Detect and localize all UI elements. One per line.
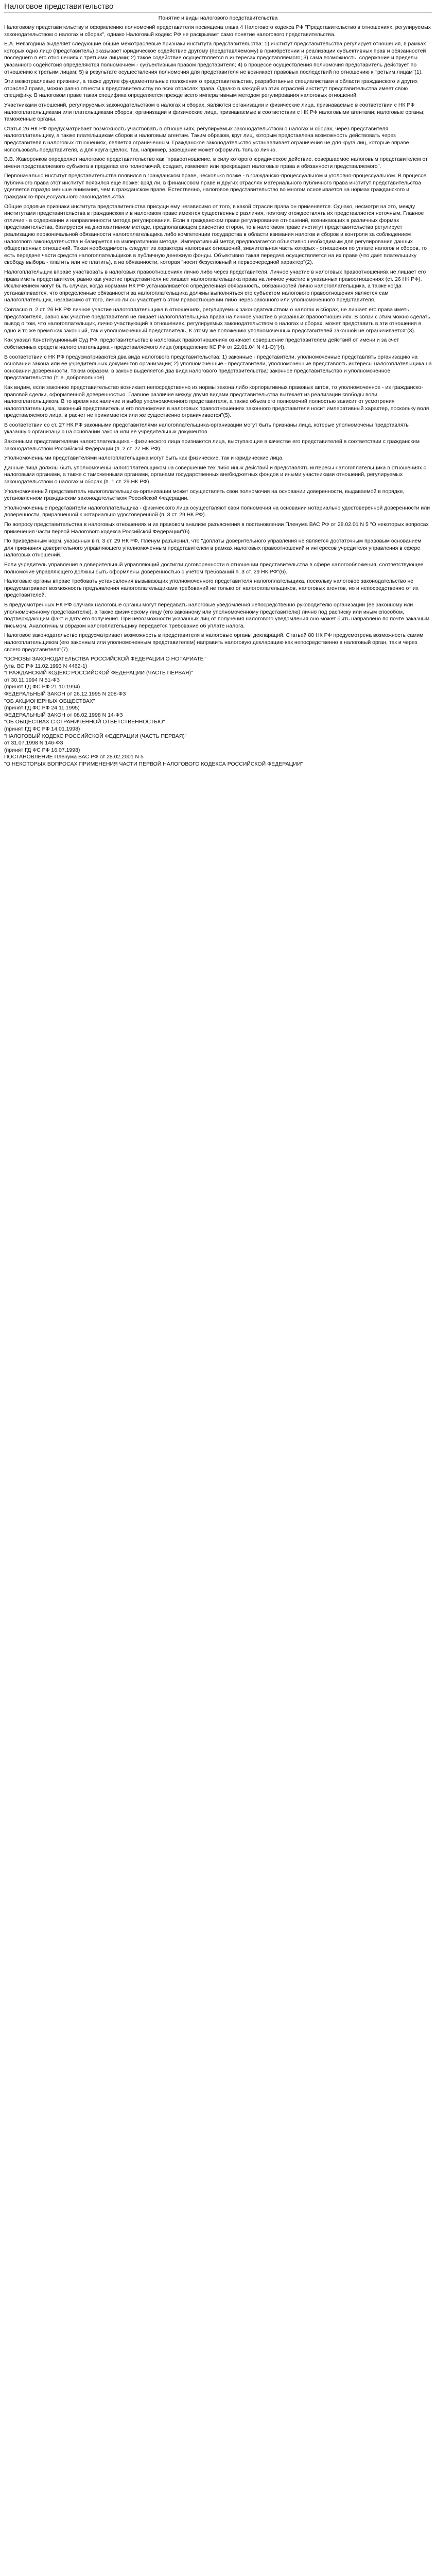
paragraph: Уполномоченными представителями налогоплательщика могут быть как физические, так и юридические лица. bbox=[4, 455, 284, 462]
paragraph: По приведенным норм, указанных в п. 3 ст. 29 НК РФ, Пленум разъяснил, что "доплаты доверительного управления не является достаточным правовым основанием для признания доверительного управляющего уполномоченным представителем в рамках налоговых правоотношений и интересов учредителя управления в сфере налоговых отношений. bbox=[4, 538, 422, 558]
paragraph: Законными представителями налогоплательщика - физического лица признаются лица, выступающие в качестве его представителей в соответствии с гражданским законодательством Российской Федерации (п. 2 ст. 27 НК РФ). bbox=[4, 438, 420, 452]
paragraph: Уполномоченный представитель налогоплательщика-организации может осуществлять свои полномочия на основании доверенности, выдаваемой в порядке, установленном гражданским законодательством Российской Федерации. bbox=[4, 488, 405, 502]
paragraph: Налогоплательщик вправе участвовать в налоговых правоотношениях лично либо через представителя. Личное участие в налоговых правоотношениях не лишает его права иметь представителя, равно как участие представителя не лишает налогоплательщика права на личное участие в указанных правоотношениях (ст. 26 НК РФ). Исключением могут быть случаи, когда нормами НК РФ устанавливается определенная обязанность, обязанностей лично налогоплательщика, а также когда устанавливается, что определенные обязанности за налогоплательщика должны выполняться его субъектом налогового правоотношения является сам налогоплательщик, независимо от того, лично ли он участвует в этом правоотношении либо через законного или уполномоченного представителя. bbox=[4, 269, 426, 303]
reference-line: (утв. ВС РФ 11.02.1993 N 4462-1) bbox=[4, 663, 88, 669]
paragraph: Налоговое законодательство предусматривает возможность в представителя в налоговые органы деклараций. Статьей 80 НК РФ предусмотрена возможность самим налогоплательщиком (его законным или уполномоченным представителем) направить налоговую декларацию как непосредственно в налоговый орган, так и через своего представителя"(7). bbox=[4, 632, 424, 653]
reference-line: (принят ГД ФС РФ 21.10.1994) bbox=[4, 684, 80, 690]
article bbox=[0, 0, 436, 773]
paragraph: Если учредитель управления в доверительный управляющий достигли договоренности в отношении представительства в сфере налогообложения, соответствующее полномочие управляющего должны быть оформлены доверенностью с учетом требований п. 3 ст. 29 НК РФ"(6). bbox=[4, 561, 424, 575]
reference-line: "ОБ АКЦИОНЕРНЫХ ОБЩЕСТВАХ" bbox=[4, 698, 95, 704]
paragraph: Как указал Конституционный Суд РФ, представительство в налоговых правоотношениях означает совершение представителем действий от имени и за счет собственных средств налогоплательщика - представляемого лица (определение КС РФ от 22.01.04 N 41-О)"(4). bbox=[4, 337, 399, 350]
paragraph: По вопросу представительства в налоговых отношениях и их правовом анализе разъяснения в постановлении Пленума ВАС РФ от 28.02.01 N 5 "О некоторых вопросах применения части первой Налогового кодекса Российской Федерации"(6). bbox=[4, 521, 429, 535]
reference-line: ФЕДЕРАЛЬНЫЙ ЗАКОН от 08.02.1998 N 14-ФЗ bbox=[4, 711, 123, 718]
reference-line: "НАЛОГОВЫЙ КОДЕКС РОССИЙСКОЙ ФЕДЕРАЦИИ (ЧАСТЬ ПЕРВАЯ)" bbox=[4, 733, 187, 739]
reference-line: ПОСТАНОВЛЕНИЕ Пленума ВАС РФ от 28.02.2001 N 5 bbox=[4, 754, 144, 760]
reference-line: от 30.11.1994 N 51-ФЗ bbox=[4, 676, 60, 683]
paragraph: Участниками отношений, регулируемых законодательством о налогах и сборах, являются организации и физические лица, признаваемые в соответствии с НК РФ налогоплательщиками или плательщиками сборов; организации и физические лица, признаваемые в соответствии с НК РФ налоговыми агентами; налоговые органы; таможенные органы. bbox=[4, 101, 425, 123]
paragraph: Общие родовые признаки института представительства присущи ему независимо от того, в какой отрасли права он применяется. Однако, несмотря на это, между институтами представительства в гражданском и в налоговом праве имеются существенные различия, поэтому отождествлять их представляется неточным. Главное отличие - в содержании и направленности метода регулирования. Если в гражданском праве регулирование отношений, возникающих в различных формах представительства, базируется на диспозитивном методе, предполагающем равенство сторон, то в налоговом праве институт представительства регулирует реализацию первоначальной обязанности налогоплательщика либо компетенции государства в области взимания налогов и сборов и контроля за соблюдением налогового законодательства и базируется на императивном методе. Императивный метод предполагается объективно необходимым для регулирования данных общественных отношений. Такая необходимость следует из характера налоговых отношений, значительная часть которых - отношения по уплате налогов и сборов, то есть передаче части средств налогоплательщиков в публичную денежную фонды. Объективно такая передача осуществляется на их праве (что дает плательщику свободу выбора - платить или не платить), а на обязанности, которая "носит безусловный и первоочередной характер"(2). bbox=[4, 203, 427, 266]
paragraph: Данные лица должны быть уполномочены налогоплательщиком на совершение тех либо иных действий и представлять интересы налогоплательщика в отношениях с налоговыми органами, а также с таможенными органами, органами государственных внебюджетных фондов и иными участниками отношений, регулируемых законодательством о налогах и сборах (п. 1 ст. 29 НК РФ). bbox=[4, 464, 426, 485]
article-body bbox=[4, 24, 432, 653]
paragraph: Как видим, если законное представительство возникает непосредственно из нормы закона либо корпоративных правовых актов, то уполномоченное - из гражданско-правовой сделки, оформленной доверенностью. Главное различие между двумя видами представительства вытекает из реализации свободы воли налогоплательщиком. В то время как наличие и выбор уполномоченного представителя, а также объем его полномочий полностью зависит от усмотрения налогоплательщика, законный представитель и его полномочия в налоговых правоотношениях законного представителя носит императивный характер, поскольку воля представляемого лица, в расчет не принимается или же существенно ограничивается"(5). bbox=[4, 384, 429, 419]
reference-line: (принят ГД ФС РФ 14.01.1998) bbox=[4, 726, 80, 733]
paragraph: Налоговому представительству и оформлению полномочий представителя посвящена глава 4 Налогового кодекса РФ "Представительство в отношениях, регулируемых законодательством о налогах и сборах", однако Налоговый кодекс РФ не раскрывает само понятие налогового представительства. bbox=[4, 24, 431, 38]
paragraph: Согласно п. 2 ст. 26 НК РФ личное участие налогоплательщика в отношениях, регулируемых законодательством о налогах и сборах, не лишает его права иметь представителя, равно как участие представителя не лишает налогоплательщика права на личное участие в указанных правоотношениях. В связи с этим можно сделать вывод о том, что налогоплательщик, лично участвующий в отношениях, регулируемых законодательством о налогах и сборах, может представить в эти отношения в одно и то же время как законный, так и уполномоченный представитель. К этому же положению уполномоченных представителей законной не ограничивается"(3). bbox=[4, 306, 430, 334]
page-title: Налоговое представительство bbox=[4, 2, 432, 13]
reference-line: "ОСНОВЫ ЗАКОНОДАТЕЛЬСТВА РОССИЙСКОЙ ФЕДЕРАЦИИ О НОТАРИАТЕ" bbox=[4, 656, 206, 663]
reference-line: от 31.07.1998 N 146-ФЗ bbox=[4, 740, 63, 747]
paragraph: В соответствии с НК РФ предусматриваются два вида налогового представительства: 1) законные - представители, уполномоченные представлять организацию на основании закона или ее учредительных документов организации; 2) уполномоченные - представители, уполномоченные представлять интересы налогоплательщика на основании доверенности. Таким образом, в законе выделяется два вида налогового представительства: законное представительство и уполномоченное представительство (т. е. добровольное). bbox=[4, 353, 432, 381]
reference-line: "О НЕКОТОРЫХ ВОПРОСАХ ПРИМЕНЕНИЯ ЧАСТИ ПЕРВОЙ НАЛОГОВОГО КОДЕКСА РОССИЙСКОЙ ФЕДЕРАЦИИ" bbox=[4, 761, 303, 767]
paragraph: В соответствии со ст. 27 НК РФ законными представителями налогоплательщика-организации могут быть признаны лица, которые уполномочены представлять указанную организацию на основании закона или ее учредительных документов. bbox=[4, 421, 409, 435]
paragraph: В.В. Жаворонков определяет налоговое представительство как "правоотношение, в силу которого юридическое действие, совершаемое налоговым представителем от имени представляемого субъекта в пределах его полномочий, создает, изменяет или прекращает налоговые права и обязанности представляемого". bbox=[4, 156, 428, 170]
paragraph: В предусмотренных НК РФ случаях налоговые органы могут передавать налоговые уведомления непосредственно руководителю организации (ее законному или уполномоченному представителю), а также физическому лицу (его законному или уполномоченному представителю) лично под расписку или иным способом, подтверждающим факт и дату его получения. При невозможности указанных лиц от получения налогового уведомления оно может быть направлено по почте заказным письмом. Аналогичным образом налогоплательщику передается требование об уплате налога. bbox=[4, 601, 430, 629]
article-subtitle: Понятие и виды налогового представительства bbox=[158, 15, 278, 21]
reference-line: "ОБ ОБЩЕСТВАХ С ОГРАНИЧЕННОЙ ОТВЕТСТВЕННОСТЬЮ" bbox=[4, 719, 165, 725]
paragraph: Статья 26 НК РФ предусматривает возможность участвовать в отношениях, регулируемых законодательством о налогах и сборах, через представителя налогоплательщику, а также плательщикам сборов и налоговым агентам. Таким образом, круг лиц, которым представлена возможность действовать через представителя в налоговых отношениях, является ограниченным. Гражданское законодательство устанавливает ограничения не для круга лиц, которые вправе использовать представителя, а для круга сделок. Так, например, завещание может оформить только лично. bbox=[4, 125, 409, 153]
reference-line: (принят ГД ФС РФ 16.07.1998) bbox=[4, 747, 80, 753]
paragraph: Эти межотраслевые признаки, а также другие фундаментальные положения о представительстве, разработанные специалистами в области гражданского и других отраслей права, можно равно отнести к представительству во всех отраслях права. Однако в каждой из этих отраслей институт представительства имеет свою специфику. В налоговом праве такая специфика определяется прежде всего императивным методом регулирования налоговых отношений. bbox=[4, 78, 418, 99]
paragraph: Первоначально институт представительства появился в гражданском праве, несколько позже - в гражданско-процессуальном и уголовно-процессуальном. В процессе публичного права этот институт появился еще позже: вряд ли, в финансовом праве и других отраслях материального публичного права институт представительства уделяется гораздо меньше внимания, чем в гражданском праве. Естественно, налоговое представительство во многом основывается на нормах гражданского и гражданско-процессуального законодательства. bbox=[4, 173, 427, 200]
paragraph: Уполномоченные представители налогоплательщика - физического лица осуществляют свои полномочия на основании нотариально удостоверенной доверенности или доверенности, приравненной к нотариально удостоверенной (п. 3 ст. 29 НК РФ). bbox=[4, 504, 430, 518]
reference-line: "ГРАЖДАНСКИЙ КОДЕКС РОССИЙСКОЙ ФЕДЕРАЦИИ (ЧАСТЬ ПЕРВАЯ)" bbox=[4, 670, 193, 676]
paragraph: Налоговые органы вправе требовать установления вызывающих уполномоченного представителя налогоплательщика, поскольку налоговое законодательство не предусматривает возможность предъявления налогоплательщиками требований не только от налогоплательщиков, налоговых агентов, но и непосредственно от их представителей. bbox=[4, 578, 418, 599]
references-list bbox=[4, 656, 432, 768]
paragraph: Е.А. Невзгодина выделяет следующие общие межотраслевые признаки института представительства: 1) институт представительства регулирует отношения, в рамках которых одно лицо (представитель) оказывает юридическое содействие другому (представляемому) в приобретении и реализации субъективных прав и обязанностей последнего в его отношениях с третьими лицами; 2) такое содействие осуществляется в интересах представляемого; 3) сама возможность, содержание и пределы указанного содействия определяются полномочием - субъективным правом представителя; 4) в процессе осуществления полномочия представитель действует по отношению к третьим лицам; 5) в результате осуществления полномочия для представителя не возникает правовых последствий по отношению к третьим лицам"(1). bbox=[4, 41, 426, 75]
reference-line: ФЕДЕРАЛЬНЫЙ ЗАКОН от 26.12.1995 N 208-ФЗ bbox=[4, 691, 126, 698]
reference-line: (принят ГД ФС РФ 24.11.1995) bbox=[4, 705, 80, 711]
